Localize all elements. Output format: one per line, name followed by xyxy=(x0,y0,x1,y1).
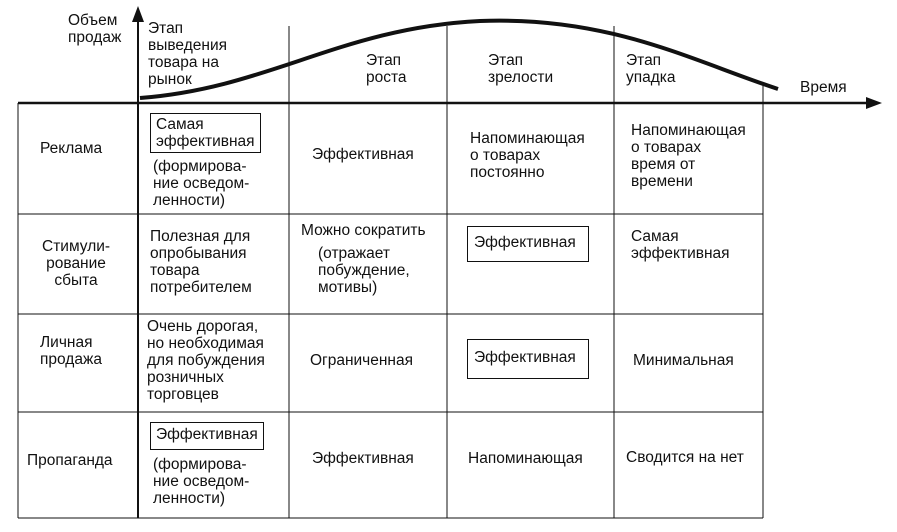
cell-selling-intro: Очень дорогая, но необходимая для побуждения розничных торговцев xyxy=(147,318,265,403)
cell-publicity-maturity: Напоминающая xyxy=(468,450,583,467)
cell-advertising-decline: Напоминающая о товарах время от времени xyxy=(631,122,746,190)
cell-selling-decline: Минимальная xyxy=(633,352,734,369)
row-label-personal-selling: Личная продажа xyxy=(40,334,102,368)
cell-selling-maturity-boxed: Эффективная xyxy=(467,339,589,379)
y-axis-label: Объем продаж xyxy=(68,12,122,46)
y-axis-arrow xyxy=(132,6,144,22)
cell-advertising-intro-note: (формирова- ние осведом- ленности) xyxy=(153,158,250,209)
row-label-sales-promotion: Стимули- рование сбыта xyxy=(42,238,111,289)
stage-maturity-label: Этап зрелости xyxy=(488,52,554,86)
cell-publicity-intro-boxed: Эффективная xyxy=(150,422,264,450)
x-axis-label: Время xyxy=(800,79,847,96)
cell-advertising-intro-boxed: Самая эффективная xyxy=(150,113,261,153)
cell-selling-growth: Ограниченная xyxy=(310,352,413,369)
x-axis-arrow xyxy=(866,97,882,109)
stage-intro-label: Этап выведения товара на рынок xyxy=(148,20,227,88)
cell-publicity-decline: Сводится на нет xyxy=(626,449,744,466)
cell-advertising-growth: Эффективная xyxy=(312,146,414,163)
cell-publicity-growth: Эффективная xyxy=(312,450,414,467)
row-label-publicity: Пропаганда xyxy=(27,452,113,469)
cell-publicity-intro-note: (формирова- ние осведом- ленности) xyxy=(153,456,250,507)
cell-promotion-maturity-boxed: Эффективная xyxy=(467,226,589,262)
stage-decline-label: Этап упадка xyxy=(626,52,676,86)
cell-advertising-maturity: Напоминающая о товарах постоянно xyxy=(470,130,585,181)
cell-promotion-growth-note: (отражает побуждение, мотивы) xyxy=(318,245,410,296)
cell-promotion-growth: Можно сократить xyxy=(301,222,426,239)
cell-promotion-intro: Полезная для опробывания товара потребителем xyxy=(150,228,252,296)
cell-promotion-decline: Самая эффективная xyxy=(631,228,730,262)
row-label-advertising: Реклама xyxy=(40,140,103,157)
sales-curve xyxy=(140,21,778,98)
stage-growth-label: Этап роста xyxy=(366,52,407,86)
